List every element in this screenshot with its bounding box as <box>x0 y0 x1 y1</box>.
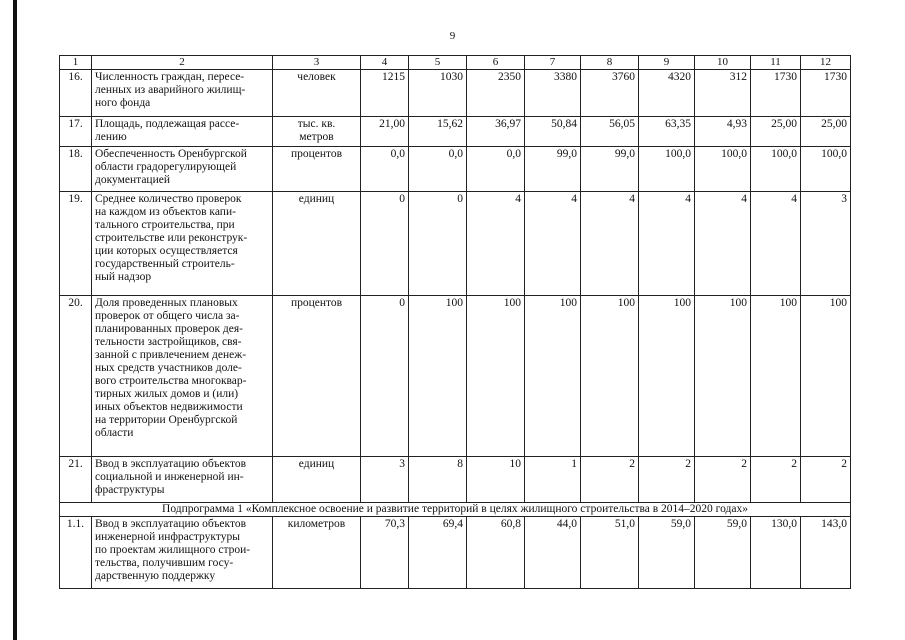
row-number-cell <box>60 117 92 147</box>
column-number: 7 <box>549 56 556 68</box>
unit-cell <box>273 517 361 589</box>
column-number-cell <box>60 56 92 70</box>
value-cell <box>695 517 751 589</box>
indicator-name-line: ный надзор <box>95 271 152 283</box>
indicator-name-line: дарственную поддержку <box>95 570 216 582</box>
value: 2 <box>685 458 691 470</box>
subprogram-row <box>60 503 851 517</box>
value-cell <box>581 517 639 589</box>
value-cell <box>361 147 409 192</box>
value: 51,0 <box>614 518 635 530</box>
value-cell <box>695 117 751 147</box>
value: 4 <box>629 193 635 205</box>
value: 100 <box>673 297 691 309</box>
value-cell <box>695 192 751 296</box>
value: 100,0 <box>771 148 797 160</box>
unit-line: единиц <box>298 193 335 205</box>
value: 1730 <box>824 71 847 83</box>
unit-cell <box>273 296 361 457</box>
table-row <box>60 117 851 147</box>
unit-cell <box>273 117 361 147</box>
value-cell <box>361 517 409 589</box>
indicator-name-line: инженерной инфраструктуры <box>95 531 240 543</box>
table-row <box>60 457 851 503</box>
value: 21,00 <box>379 118 405 130</box>
value: 69,4 <box>442 518 463 530</box>
column-number: 1 <box>72 56 79 68</box>
value-cell <box>525 517 581 589</box>
value-cell <box>581 147 639 192</box>
value: 3 <box>399 458 405 470</box>
unit-line: человек <box>297 71 336 83</box>
value-cell <box>409 147 467 192</box>
value-cell <box>525 117 581 147</box>
value: 100 <box>503 297 521 309</box>
value-cell <box>801 147 851 192</box>
value: 70,3 <box>384 518 405 530</box>
column-number-cell <box>639 56 695 70</box>
value-cell <box>467 192 525 296</box>
value: 2 <box>629 458 635 470</box>
column-number-cell <box>525 56 581 70</box>
value-cell <box>409 517 467 589</box>
indicator-name-line: Обеспеченность Оренбургской <box>95 148 247 160</box>
indicator-name-line: фраструктуры <box>95 484 165 496</box>
value: 0,0 <box>506 148 521 160</box>
value-cell <box>639 70 695 117</box>
unit-line: процентов <box>290 148 343 160</box>
row-number: 21. <box>68 458 83 470</box>
value: 8 <box>457 458 463 470</box>
value: 25,00 <box>771 118 797 130</box>
value: 59,0 <box>670 518 691 530</box>
column-number-cell <box>361 56 409 70</box>
value-cell <box>639 296 695 457</box>
indicator-name-cell <box>92 517 273 589</box>
value: 4,93 <box>726 118 747 130</box>
unit-cell <box>273 70 361 117</box>
indicator-name-line: Численность граждан, пересе- <box>95 71 245 83</box>
indicator-name-line: Ввод в эксплуатацию объектов <box>95 518 247 530</box>
indicator-name-cell <box>92 70 273 117</box>
row-number: 1.1. <box>66 518 85 530</box>
unit-line: тыс. кв. <box>297 118 336 130</box>
indicator-name-cell <box>92 117 273 147</box>
value: 44,0 <box>556 518 577 530</box>
column-number: 9 <box>663 56 670 68</box>
value: 130,0 <box>771 518 797 530</box>
unit-line: единиц <box>298 458 335 470</box>
column-number-cell <box>92 56 273 70</box>
value-cell <box>751 296 801 457</box>
value: 0 <box>399 297 405 309</box>
value-cell <box>801 117 851 147</box>
indicator-name-line: строительстве или реконструк- <box>95 232 248 244</box>
row-number: 16. <box>68 71 83 83</box>
row-number: 17. <box>68 118 83 130</box>
value-cell <box>639 147 695 192</box>
value: 56,05 <box>609 118 635 130</box>
value: 1030 <box>440 71 463 83</box>
value-cell <box>467 117 525 147</box>
column-number-cell <box>801 56 851 70</box>
column-number-cell <box>751 56 801 70</box>
unit-line: километров <box>287 518 346 530</box>
indicator-name-line: ных средств участников доле- <box>95 362 242 374</box>
value-cell <box>751 117 801 147</box>
value: 100 <box>829 297 847 309</box>
table-row <box>60 147 851 192</box>
value-cell <box>409 117 467 147</box>
column-number: 4 <box>381 56 388 68</box>
indicator-name-line: документацией <box>95 174 170 186</box>
value: 3760 <box>612 71 635 83</box>
indicator-name-cell <box>92 457 273 503</box>
unit-line: метров <box>299 131 334 143</box>
value-cell <box>467 517 525 589</box>
value: 0,0 <box>390 148 405 160</box>
value: 1 <box>571 458 577 470</box>
value-cell <box>525 147 581 192</box>
table-row <box>60 296 851 457</box>
column-number: 8 <box>606 56 613 68</box>
value-cell <box>467 70 525 117</box>
value-cell <box>467 147 525 192</box>
value: 100,0 <box>821 148 847 160</box>
value: 60,8 <box>500 518 521 530</box>
value: 0 <box>457 193 463 205</box>
indicator-name-line: области градорегулирующей <box>95 161 237 173</box>
value-cell <box>581 117 639 147</box>
value-cell <box>581 70 639 117</box>
indicator-name-line: вого строительства многоквар- <box>95 375 247 387</box>
row-number-cell <box>60 192 92 296</box>
unit-cell <box>273 147 361 192</box>
value: 63,35 <box>665 118 691 130</box>
column-number-cell <box>467 56 525 70</box>
indicators-table <box>59 55 851 589</box>
indicator-name-line: тирных жилых домов и (или) <box>95 388 239 400</box>
value: 2 <box>791 458 797 470</box>
value: 0 <box>399 193 405 205</box>
value-cell <box>639 192 695 296</box>
unit-line: процентов <box>290 297 343 309</box>
subprogram-title-cell <box>60 503 851 517</box>
value: 2 <box>841 458 847 470</box>
indicator-name-line: государственный строитель- <box>95 258 235 270</box>
column-number: 3 <box>313 56 320 68</box>
column-number: 5 <box>434 56 441 68</box>
value: 312 <box>729 71 747 83</box>
column-number-cell <box>581 56 639 70</box>
value-cell <box>361 192 409 296</box>
row-number-cell <box>60 457 92 503</box>
value: 1730 <box>774 71 797 83</box>
column-number: 6 <box>492 56 499 68</box>
value: 99,0 <box>614 148 635 160</box>
value-cell <box>525 70 581 117</box>
indicator-name-line: ного фонда <box>95 97 151 109</box>
value: 1215 <box>382 71 405 83</box>
value-cell <box>695 457 751 503</box>
value: 4 <box>741 193 747 205</box>
unit-cell <box>273 192 361 296</box>
indicator-name-line: области <box>95 427 134 439</box>
row-number: 19. <box>68 193 83 205</box>
value-cell <box>639 457 695 503</box>
value: 100 <box>729 297 747 309</box>
table-header-row <box>60 56 851 70</box>
indicator-name-line: занной с привлечением денеж- <box>95 349 247 361</box>
value: 2350 <box>498 71 521 83</box>
table-row <box>60 192 851 296</box>
column-number-cell <box>695 56 751 70</box>
value-cell <box>751 517 801 589</box>
value: 4320 <box>668 71 691 83</box>
page-number: 9 <box>449 30 456 42</box>
indicator-name-line: Доля проведенных плановых <box>95 297 238 309</box>
indicator-name-line: иных объектов недвижимости <box>95 401 243 413</box>
row-number-cell <box>60 517 92 589</box>
value-cell <box>801 457 851 503</box>
value-cell <box>695 147 751 192</box>
value-cell <box>409 192 467 296</box>
value-cell <box>361 296 409 457</box>
value: 99,0 <box>556 148 577 160</box>
value-cell <box>695 296 751 457</box>
indicator-name-line: проверок от общего числа за- <box>95 310 240 322</box>
value: 100,0 <box>721 148 747 160</box>
value-cell <box>409 70 467 117</box>
value: 143,0 <box>821 518 847 530</box>
value: 4 <box>515 193 521 205</box>
indicator-name-line: по проектам жилищного строи- <box>95 544 251 556</box>
column-number: 10 <box>717 56 728 68</box>
value-cell <box>751 70 801 117</box>
indicator-name-line: тельства, получившим госу- <box>95 557 234 569</box>
value-cell <box>639 517 695 589</box>
value: 0,0 <box>448 148 463 160</box>
value: 3380 <box>554 71 577 83</box>
value: 2 <box>741 458 747 470</box>
value: 3 <box>841 193 847 205</box>
value-cell <box>751 147 801 192</box>
value-cell <box>581 192 639 296</box>
value-cell <box>525 192 581 296</box>
value-cell <box>467 457 525 503</box>
indicator-name-line: на каждом из объектов капи- <box>95 206 236 218</box>
indicator-name-line: ленных из аварийного жилищ- <box>95 84 246 96</box>
value-cell <box>751 457 801 503</box>
indicator-name-cell <box>92 192 273 296</box>
row-number-cell <box>60 147 92 192</box>
value-cell <box>751 192 801 296</box>
unit-cell <box>273 457 361 503</box>
column-number: 2 <box>179 56 185 68</box>
indicator-name-line: Ввод в эксплуатацию объектов <box>95 458 247 470</box>
value: 4 <box>791 193 797 205</box>
value-cell <box>639 117 695 147</box>
column-number: 11 <box>770 56 781 68</box>
value-cell <box>801 517 851 589</box>
column-number: 12 <box>820 56 831 68</box>
row-number: 18. <box>68 148 83 160</box>
row-number-cell <box>60 296 92 457</box>
indicator-name-line: социальной и инженерной ин- <box>95 471 244 483</box>
value-cell <box>525 296 581 457</box>
value-cell <box>361 117 409 147</box>
value-cell <box>409 457 467 503</box>
column-number-cell <box>273 56 361 70</box>
value: 10 <box>509 458 521 470</box>
value: 59,0 <box>726 518 747 530</box>
subprogram-title: Подпрограмма 1 «Комплексное освоение и развитие территорий в целях жилищного строительства в 2014–2020 годах» <box>162 503 748 515</box>
value-cell <box>525 457 581 503</box>
value-cell <box>801 192 851 296</box>
indicator-name-line: Площадь, подлежащая рассе- <box>95 118 240 130</box>
value: 100 <box>445 297 463 309</box>
indicator-name-cell <box>92 296 273 457</box>
value: 100 <box>559 297 577 309</box>
row-number-cell <box>60 70 92 117</box>
indicator-name-cell <box>92 147 273 192</box>
value: 15,62 <box>437 118 463 130</box>
value-cell <box>801 296 851 457</box>
indicator-name-line: планированных проверок дея- <box>95 323 244 335</box>
value-cell <box>581 296 639 457</box>
column-number-cell <box>409 56 467 70</box>
table-row <box>60 70 851 117</box>
value-cell <box>801 70 851 117</box>
value: 25,00 <box>821 118 847 130</box>
indicator-name-line: лению <box>95 131 127 143</box>
value-cell <box>361 457 409 503</box>
indicator-name-line: ции которых осуществляется <box>95 245 238 257</box>
value-cell <box>467 296 525 457</box>
indicator-name-line: Среднее количество проверок <box>95 193 242 205</box>
indicator-name-line: тального строительства, при <box>95 219 235 231</box>
value: 100 <box>779 297 797 309</box>
value-cell <box>695 70 751 117</box>
value: 50,84 <box>551 118 577 130</box>
value: 100,0 <box>665 148 691 160</box>
row-number: 20. <box>68 297 83 309</box>
value-cell <box>409 296 467 457</box>
table-row <box>60 517 851 589</box>
scan-edge-bar <box>13 0 17 640</box>
value-cell <box>361 70 409 117</box>
value: 100 <box>617 297 635 309</box>
value: 36,97 <box>495 118 521 130</box>
indicator-name-line: тельности застройщиков, свя- <box>95 336 242 348</box>
value-cell <box>581 457 639 503</box>
indicator-name-line: на территории Оренбургской <box>95 414 238 426</box>
value: 4 <box>685 193 691 205</box>
value: 4 <box>571 193 577 205</box>
